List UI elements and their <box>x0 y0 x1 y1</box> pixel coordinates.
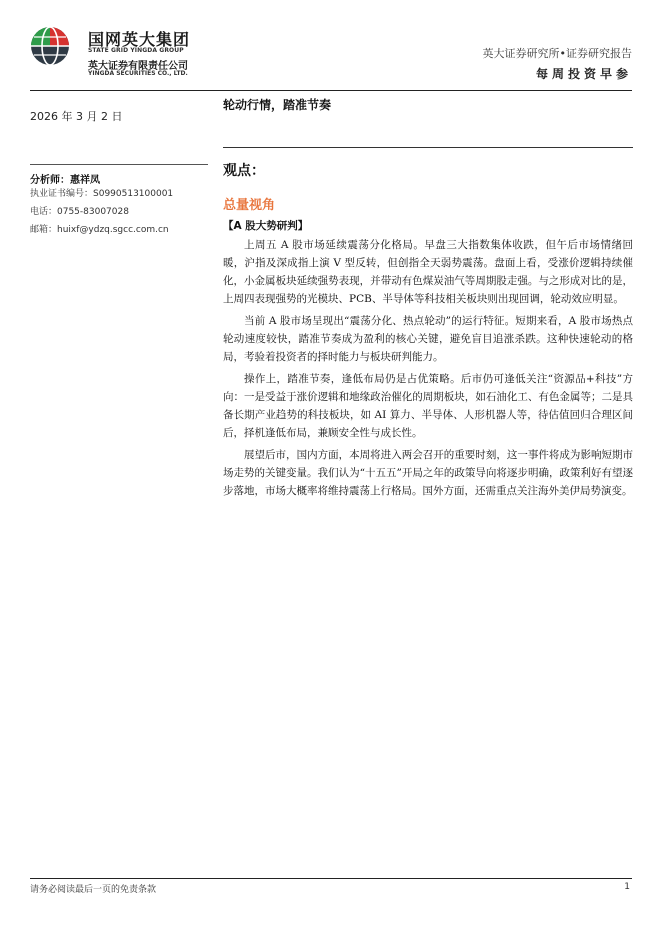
paragraph: 操作上，踏准节奏，逢低布局仍是占优策略。后市仍可逢低关注“资源品+科技”方向：一是受益于涨价逻辑和地缘政治催化的周期板块，如石油化工、有色金属等；二是具备长期产业趋势的科技板块，如 AI 算力、半导体、人形机器人等，待估值回归合理区间后，择机逢低布局，兼顾安全性与成长性。 <box>223 373 633 439</box>
group-name-en: STATE GRID YINGDA GROUP <box>88 47 184 54</box>
paragraph: 上周五 A 股市场延续震荡分化格局。早盘三大指数集体收跌，但午后市场情绪回暖，沪指及深成指上演 V 型反转，但创指全天弱势震荡。盘面上看，受涨价逻辑持续催化，小金属板块延续强势表现，并带动有色煤炭油气等周期股走强。与之形成对比的是，上周四表现强势的光模块、PCB、半导体等科技相关板块则出现回调，轮动效应明显。 <box>223 239 633 305</box>
paragraph: 展望后市，国内方面，本周将进入两会召开的重要时刻，这一事件将成为影响短期市场走势的关键变量。我们认为“十五五”开局之年的政策导向将逐步明确，政策利好有望逐步落地，市场大概率将维持震荡上行格局。国外方面，还需重点关注海外美伊局势演变。 <box>223 449 633 497</box>
institute-name: 英大证券研究所•证券研究报告 <box>482 47 632 60</box>
page-number: 1 <box>624 882 630 892</box>
body-text <box>223 236 633 504</box>
viewpoint-heading: 观点： <box>223 163 265 179</box>
footer-rule <box>30 878 632 879</box>
header-rule <box>30 90 632 91</box>
email-address: 邮箱：huixf@ydzq.sgcc.com.cn <box>30 225 169 235</box>
group-name-cn: 国网英大集团 <box>88 30 191 49</box>
disclaimer-note: 请务必阅读最后一页的免责条款 <box>30 885 157 895</box>
license-number: 执业证书编号：S0990513100001 <box>30 189 174 199</box>
company-name-en: YINGDA SECURITIES CO., LTD. <box>88 70 188 77</box>
company-name-cn: 英大证券有限责任公司 <box>88 61 188 72</box>
subsection-heading: 【A 股大势研判】 <box>223 220 309 232</box>
paragraph: 当前 A 股市场呈现出“震荡分化、热点轮动”的运行特征。短期来看，A 股市场热点轮动速度较快，踏准节奏成为盈利的核心关键，避免盲目追涨杀跌。这种快速轮动的格局，考验着投资者的择时能力与板块研判能力。 <box>223 315 633 363</box>
report-date: 2026 年 3 月 2 日 <box>30 110 123 123</box>
section-heading: 总量视角 <box>223 198 276 213</box>
report-title: 轮动行情，踏准节奏 <box>223 98 332 112</box>
report-type: 每周投资早参 <box>535 67 632 81</box>
globe-logo-icon <box>30 26 70 66</box>
sidebar-rule <box>30 164 208 165</box>
phone-number: 电话：0755-83007028 <box>30 207 129 217</box>
title-rule <box>223 147 633 148</box>
analyst-name: 分析师：惠祥凤 <box>30 175 100 186</box>
